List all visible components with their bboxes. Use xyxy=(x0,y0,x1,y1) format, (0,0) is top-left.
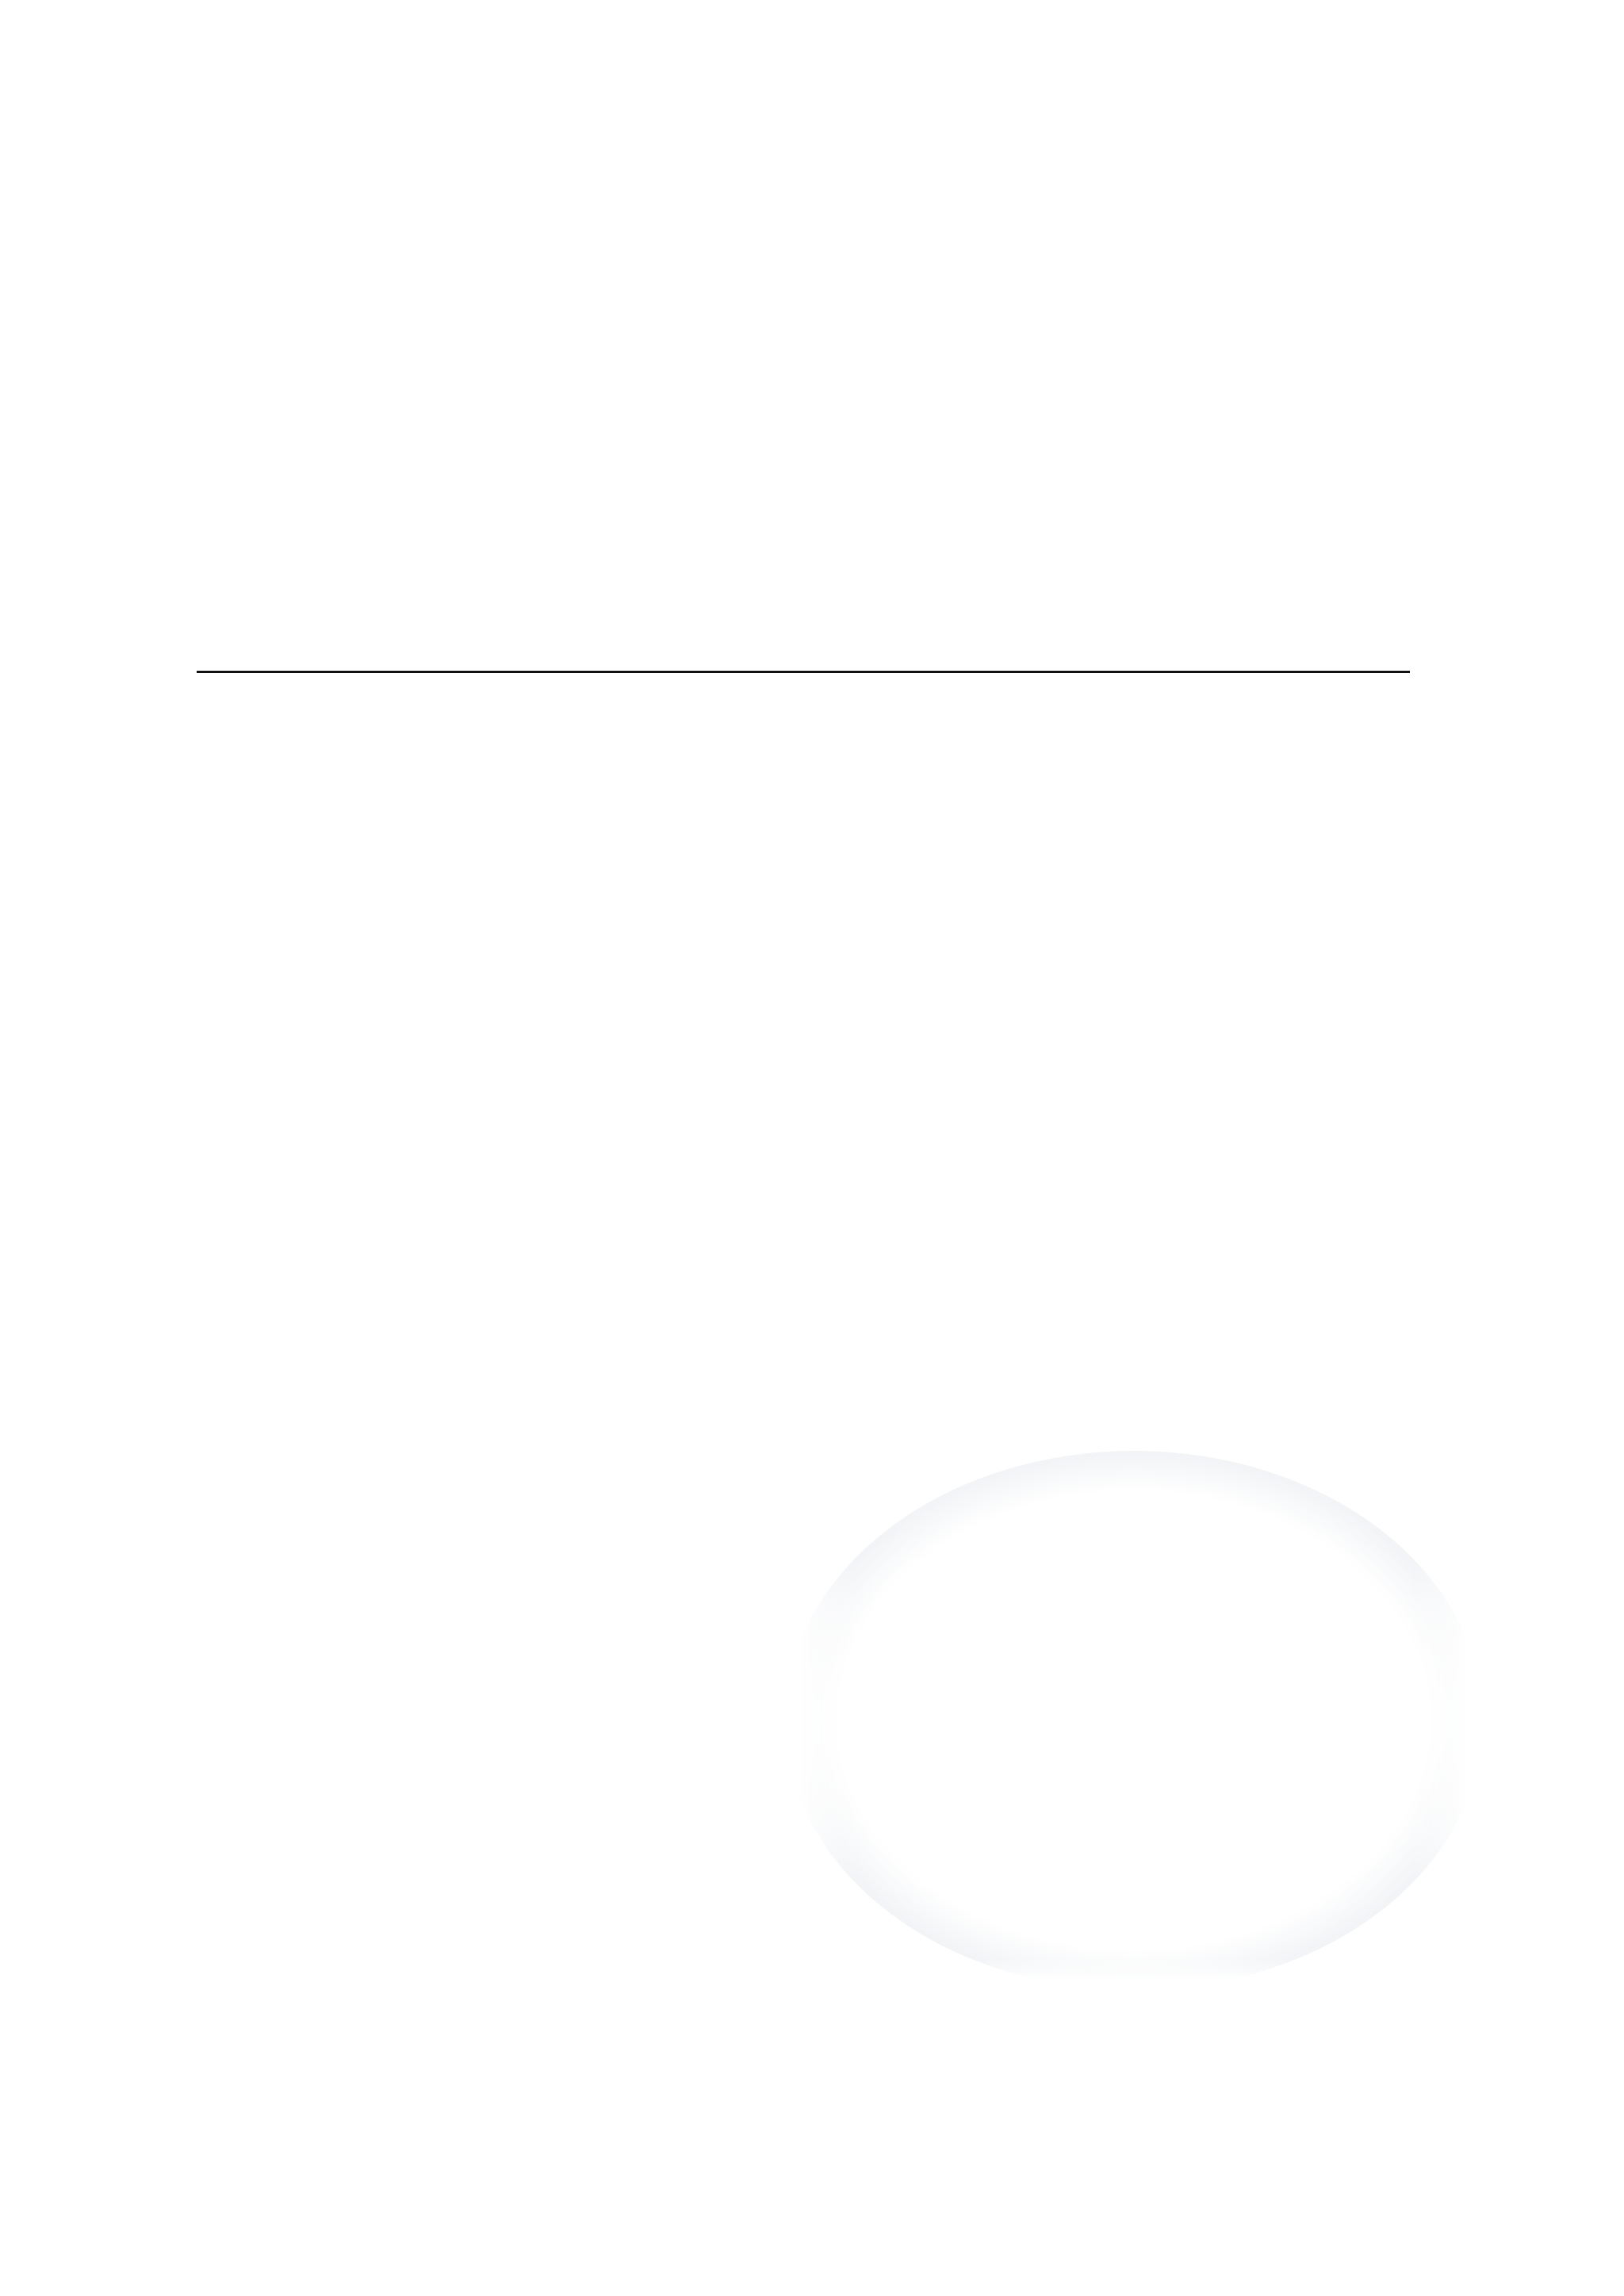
material-item xyxy=(344,1380,393,1424)
intro-paragraph xyxy=(197,195,1431,239)
section-divider xyxy=(197,671,1410,673)
periodic-table-figure xyxy=(785,1451,1483,1990)
